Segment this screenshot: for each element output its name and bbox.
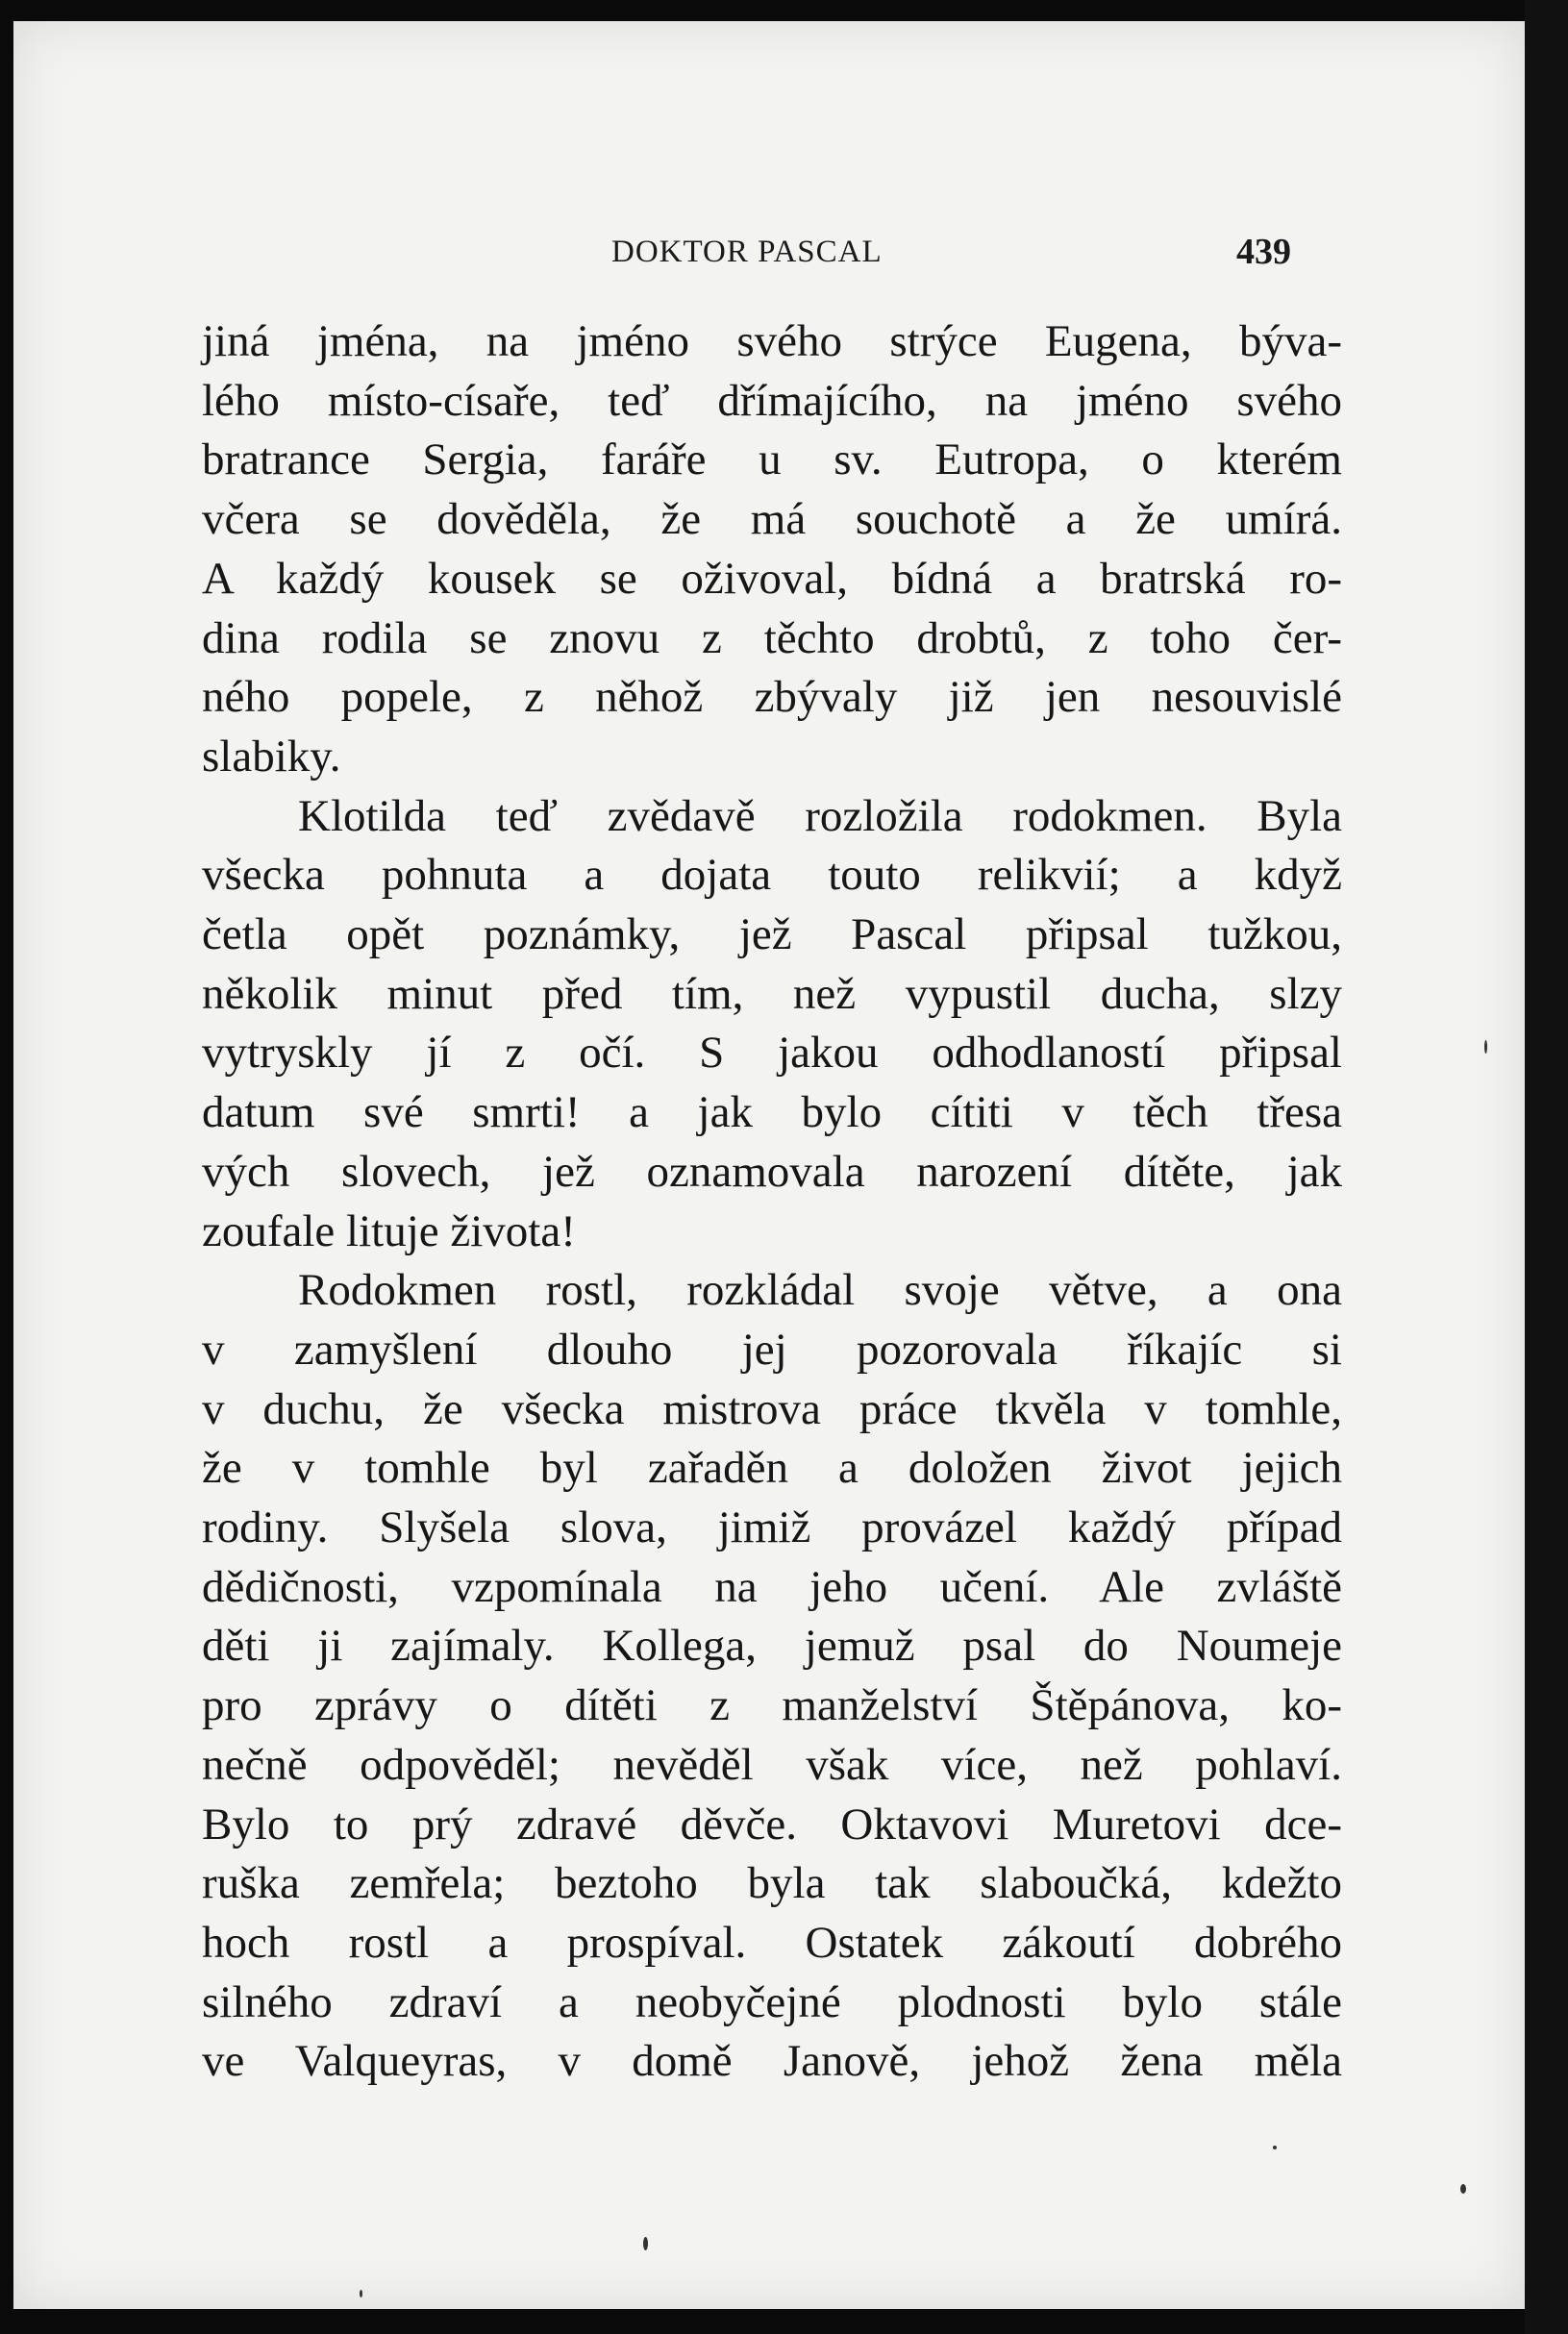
text-line: vytryskly jí z očí. S jakou odhodlaností připsal — [202, 1028, 1342, 1079]
text-line: všecka pohnuta a dojata touto relikvií; a když — [202, 850, 1342, 901]
text-line: A každý kousek se oživoval, bídná a bratrská ro- — [202, 553, 1342, 604]
text-line: nečně odpověděl; nevěděl však více, než pohlaví. — [202, 1739, 1342, 1790]
text-line: jiná jména, na jméno svého strýce Eugena, býva- — [202, 316, 1342, 366]
text-line: Rodokmen rostl, rozkládal svoje větve, a ona — [298, 1265, 1342, 1316]
text-line: dina rodila se znovu z těchto drobtů, z toho čer- — [202, 612, 1342, 663]
text-line: bratrance Sergia, faráře u sv. Eutropa, o kterém — [202, 435, 1342, 485]
text-line: ve Valqueyras, v domě Janově, jehož žena měla — [202, 2036, 1342, 2087]
text-line: ného popele, z něhož zbývaly již jen nesouvislé — [202, 672, 1342, 723]
text-line: v zamyšlení dlouho jej pozorovala říkajíc si — [202, 1324, 1342, 1375]
text-line: vých slovech, jež oznamovala narození dítěte, jak — [202, 1146, 1342, 1197]
text-line: rodiny. Slyšela slova, jimiž provázel každý případ — [202, 1502, 1342, 1553]
paragraph — [202, 312, 1342, 787]
text-line: četla opět poznámky, jež Pascal připsal tužkou, — [202, 909, 1342, 960]
scan-speck — [1273, 2146, 1277, 2149]
text-line: zoufale lituje života! — [202, 1205, 576, 1256]
text-line: datum své smrti! a jak bylo cítiti v těch třesa — [202, 1087, 1342, 1138]
text-line: dědičnosti, vzpomínala na jeho učení. Ale zvláště — [202, 1561, 1342, 1612]
text-line: lého místo-císaře, teď dřímajícího, na jméno svého — [202, 375, 1342, 426]
scan-speck — [643, 2237, 648, 2250]
scan-speck — [1460, 2184, 1466, 2194]
text-line: Bylo to prý zdravé děvče. Oktavovi Muretovi dce- — [202, 1799, 1342, 1850]
scan-border — [1525, 0, 1568, 2334]
text-line: ruška zemřela; beztoho byla tak slaboučká, kdežto — [202, 1858, 1342, 1909]
scan-speck — [360, 2290, 362, 2297]
text-line: že v tomhle byl zařaděn a doložen život jejich — [202, 1443, 1342, 1494]
scan-speck — [1484, 1040, 1487, 1054]
text-line: Klotilda teď zvědavě rozložila rodokmen. Byla — [298, 790, 1342, 841]
paragraph — [202, 1261, 1342, 2092]
body-text — [202, 312, 1342, 2092]
text-line: pro zprávy o dítěti z manželství Štěpánova, ko- — [202, 1680, 1342, 1731]
book-page — [13, 21, 1525, 2309]
text-line: hoch rostl a prospíval. Ostatek zákoutí dobrého — [202, 1917, 1342, 1968]
text-line: silného zdraví a neobyčejné plodnosti bylo stále — [202, 1976, 1342, 2027]
page-number: 439 — [1236, 232, 1291, 272]
text-line: děti ji zajímaly. Kollega, jemuž psal do Noumeje — [202, 1621, 1342, 1672]
text-line: v duchu, že všecka mistrova práce tkvěla v tomhle, — [202, 1383, 1342, 1434]
text-line: včera se dověděla, že má souchotě a že umírá. — [202, 494, 1342, 545]
paragraph — [202, 787, 1342, 1262]
running-title: DOKTOR PASCAL — [611, 235, 883, 269]
text-line: slabiky. — [202, 731, 341, 782]
page-header — [13, 231, 1525, 279]
text-line: několik minut před tím, než vypustil ducha, slzy — [202, 968, 1342, 1019]
